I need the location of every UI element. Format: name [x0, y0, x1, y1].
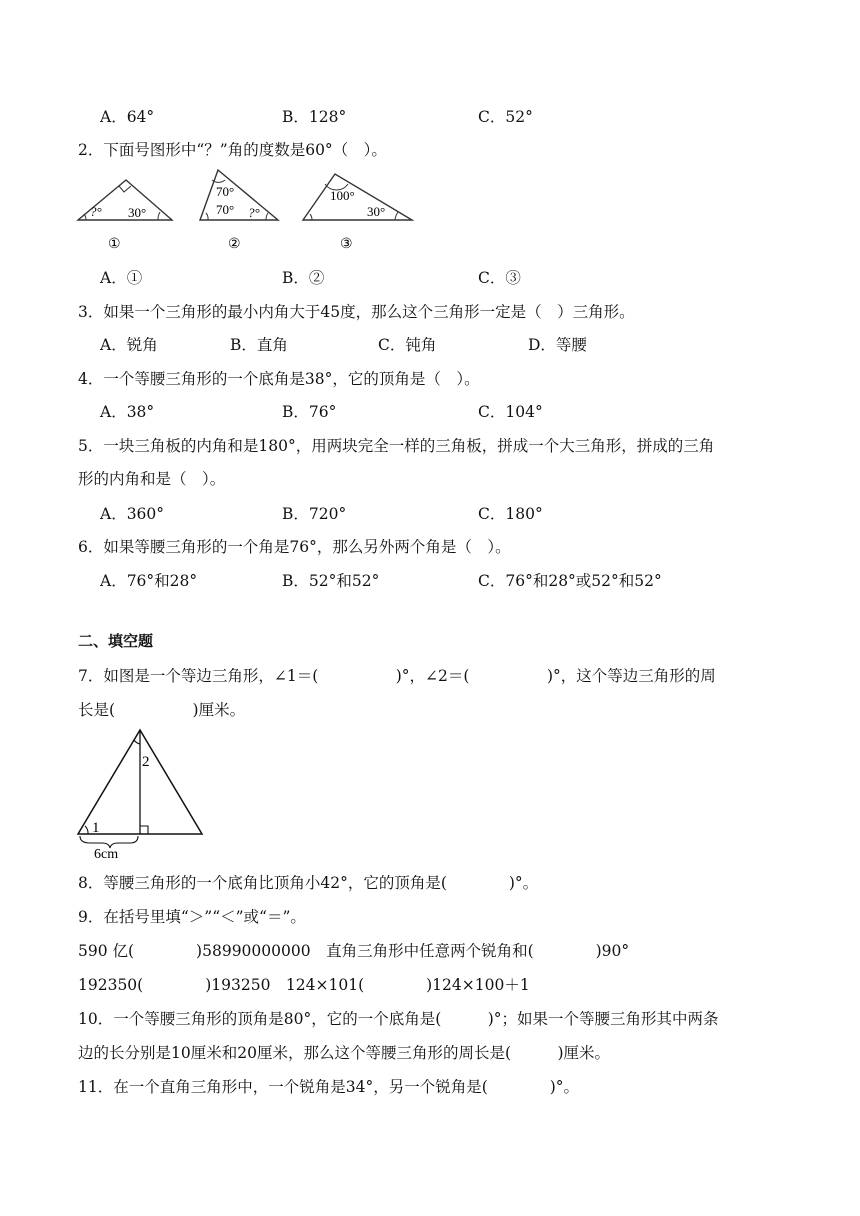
- q2-figures: [70, 162, 430, 258]
- fig1-label-0: ?°: [90, 204, 102, 219]
- q6-stem: 6．如果等腰三角形的一个角是76°，那么另外两个角是（ ）。: [78, 538, 511, 556]
- q1-option-c: C．52°: [478, 108, 533, 126]
- q6-option-b: B．52°和52°: [282, 572, 380, 590]
- q2-option-b: B．②: [282, 269, 325, 287]
- fig3-number: ③: [340, 237, 353, 252]
- q3-option-b: B．直角: [230, 336, 288, 354]
- q9-row2: 192350( )193250 124×101( )124×100＋1: [78, 976, 530, 994]
- base-length-label: 6cm: [94, 847, 119, 862]
- q2-option-a: A．①: [100, 269, 143, 287]
- q2-stem: 2．下面号图形中“？”角的度数是60°（ ）。: [78, 141, 387, 159]
- triangle-figure-1: [78, 180, 172, 252]
- q1-option-b: B．128°: [282, 108, 347, 126]
- angle-2-label: 2: [142, 754, 150, 770]
- fig2-label-2: ?°: [248, 205, 260, 220]
- q10-line1: 10．一个等腰三角形的顶角是80°，它的一个底角是( )°；如果一个等腰三角形其中两条: [78, 1010, 719, 1028]
- q5-stem-line1: 5．一块三角板的内角和是180°，用两块完全一样的三角板，拼成一个大三角形，拼成的三角: [78, 437, 715, 455]
- q8-text: 8．等腰三角形的一个底角比顶角小42°，它的顶角是( )°。: [78, 874, 539, 892]
- q6-option-a: A．76°和28°: [100, 572, 198, 590]
- q7-line2: 长是( )厘米。: [78, 701, 246, 719]
- angle-1-label: 1: [92, 820, 100, 836]
- fig1-label-1: 30°: [128, 205, 147, 220]
- q3-option-a: A．锐角: [100, 336, 158, 354]
- q11-text: 11．在一个直角三角形中，一个锐角是34°，另一个锐角是( )°。: [78, 1078, 580, 1096]
- q4-option-b: B．76°: [282, 403, 337, 421]
- q6-option-c: C．76°和28°或52°和52°: [478, 572, 662, 590]
- q2-option-c: C．③: [478, 269, 521, 287]
- fig3-label-0: 100°: [330, 188, 355, 203]
- q1-option-a: A．64°: [100, 108, 155, 126]
- fig1-number: ①: [108, 237, 121, 252]
- q9-row1: 590 亿( )58990000000 直角三角形中任意两个锐角和( )90°: [78, 942, 630, 960]
- q3-stem: 3．如果一个三角形的最小内角大于45度，那么这个三角形一定是（ ）三角形。: [78, 303, 635, 321]
- q9-stem: 9．在括号里填“＞”“＜”或“＝”。: [78, 908, 306, 926]
- fig2-label-1: 70°: [216, 202, 235, 217]
- triangle-figure-3: [303, 174, 412, 252]
- q3-option-d: D．等腰: [528, 336, 587, 354]
- q10-line2: 边的长分别是10厘米和20厘米，那么这个等腰三角形的周长是( )厘米。: [78, 1044, 611, 1062]
- q7-line1: 7．如图是一个等边三角形，∠1＝( )°，∠2＝( )°，这个等边三角形的周: [78, 667, 716, 685]
- q5-option-a: A．360°: [100, 505, 165, 523]
- fig3-label-1: 30°: [367, 204, 386, 219]
- q4-stem: 4．一个等腰三角形的一个底角是38°，它的顶角是（ ）。: [78, 370, 480, 388]
- triangle-figure-2: [200, 170, 278, 252]
- q3-option-c: C．钝角: [378, 336, 437, 354]
- fig2-label-0: 70°: [216, 184, 235, 199]
- q7-equilateral-triangle-figure: [72, 726, 212, 862]
- q4-option-c: C．104°: [478, 403, 543, 421]
- q5-stem-line2: 形的内角和是（ ）。: [78, 470, 226, 488]
- q5-option-b: B．720°: [282, 505, 347, 523]
- q5-option-c: C．180°: [478, 505, 543, 523]
- q4-option-a: A．38°: [100, 403, 155, 421]
- section-heading: 二、填空题: [78, 632, 154, 650]
- fig2-number: ②: [228, 237, 241, 252]
